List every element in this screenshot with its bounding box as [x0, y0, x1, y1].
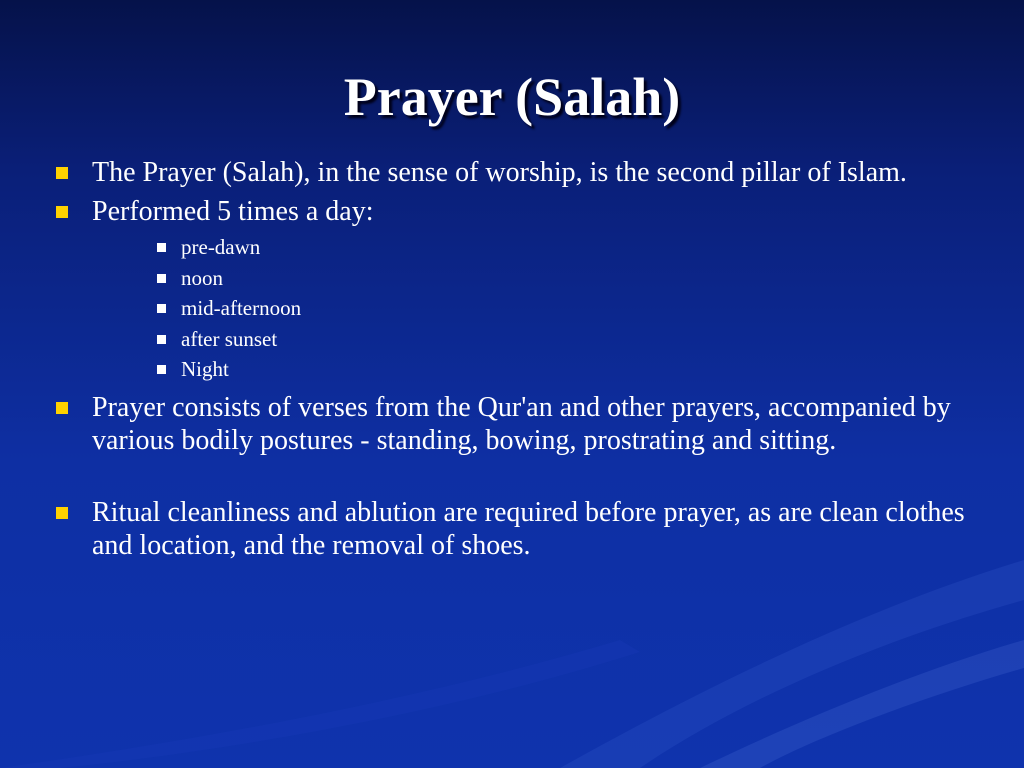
sub-bullet-text: pre-dawn — [181, 235, 261, 259]
slide-title: Prayer (Salah) — [343, 67, 681, 127]
sub-bullet-item — [157, 232, 982, 263]
spacer — [52, 463, 982, 496]
sub-bullet-item — [157, 354, 982, 385]
bullet-item — [52, 496, 982, 562]
bullet-item — [52, 391, 982, 457]
small-square-bullet-icon — [157, 274, 166, 283]
sub-bullet-item — [157, 293, 982, 324]
small-square-bullet-icon — [157, 335, 166, 344]
bullet-text: Performed 5 times a day: — [92, 196, 374, 227]
sub-bullet-list — [92, 232, 982, 385]
bullet-item — [52, 156, 982, 189]
small-square-bullet-icon — [157, 365, 166, 374]
bullet-text: The Prayer (Salah), in the sense of worship, is the second pillar of Islam. — [92, 157, 907, 188]
sub-bullet-text: mid-afternoon — [181, 296, 302, 320]
bullet-list — [52, 156, 982, 568]
square-bullet-icon — [56, 206, 68, 218]
small-square-bullet-icon — [157, 304, 166, 313]
sub-bullet-item — [157, 263, 982, 294]
sub-bullet-text: after sunset — [181, 326, 278, 351]
bullet-item — [52, 195, 982, 385]
sub-bullet-item — [157, 324, 982, 355]
square-bullet-icon — [56, 167, 68, 179]
bullet-text: Ritual cleanliness and ablution are required before prayer, as are clean clothes and location, and the removal of shoes. — [92, 496, 965, 561]
sub-bullet-text: Night — [181, 357, 229, 381]
square-bullet-icon — [56, 402, 68, 414]
small-square-bullet-icon — [157, 243, 166, 252]
sub-bullet-text: noon — [181, 265, 223, 290]
bullet-text: Prayer consists of verses from the Qur'an and other prayers, accompanied by various bodily postures - standing, bowing, prostrating and sitting. — [92, 391, 951, 456]
square-bullet-icon — [56, 507, 68, 519]
